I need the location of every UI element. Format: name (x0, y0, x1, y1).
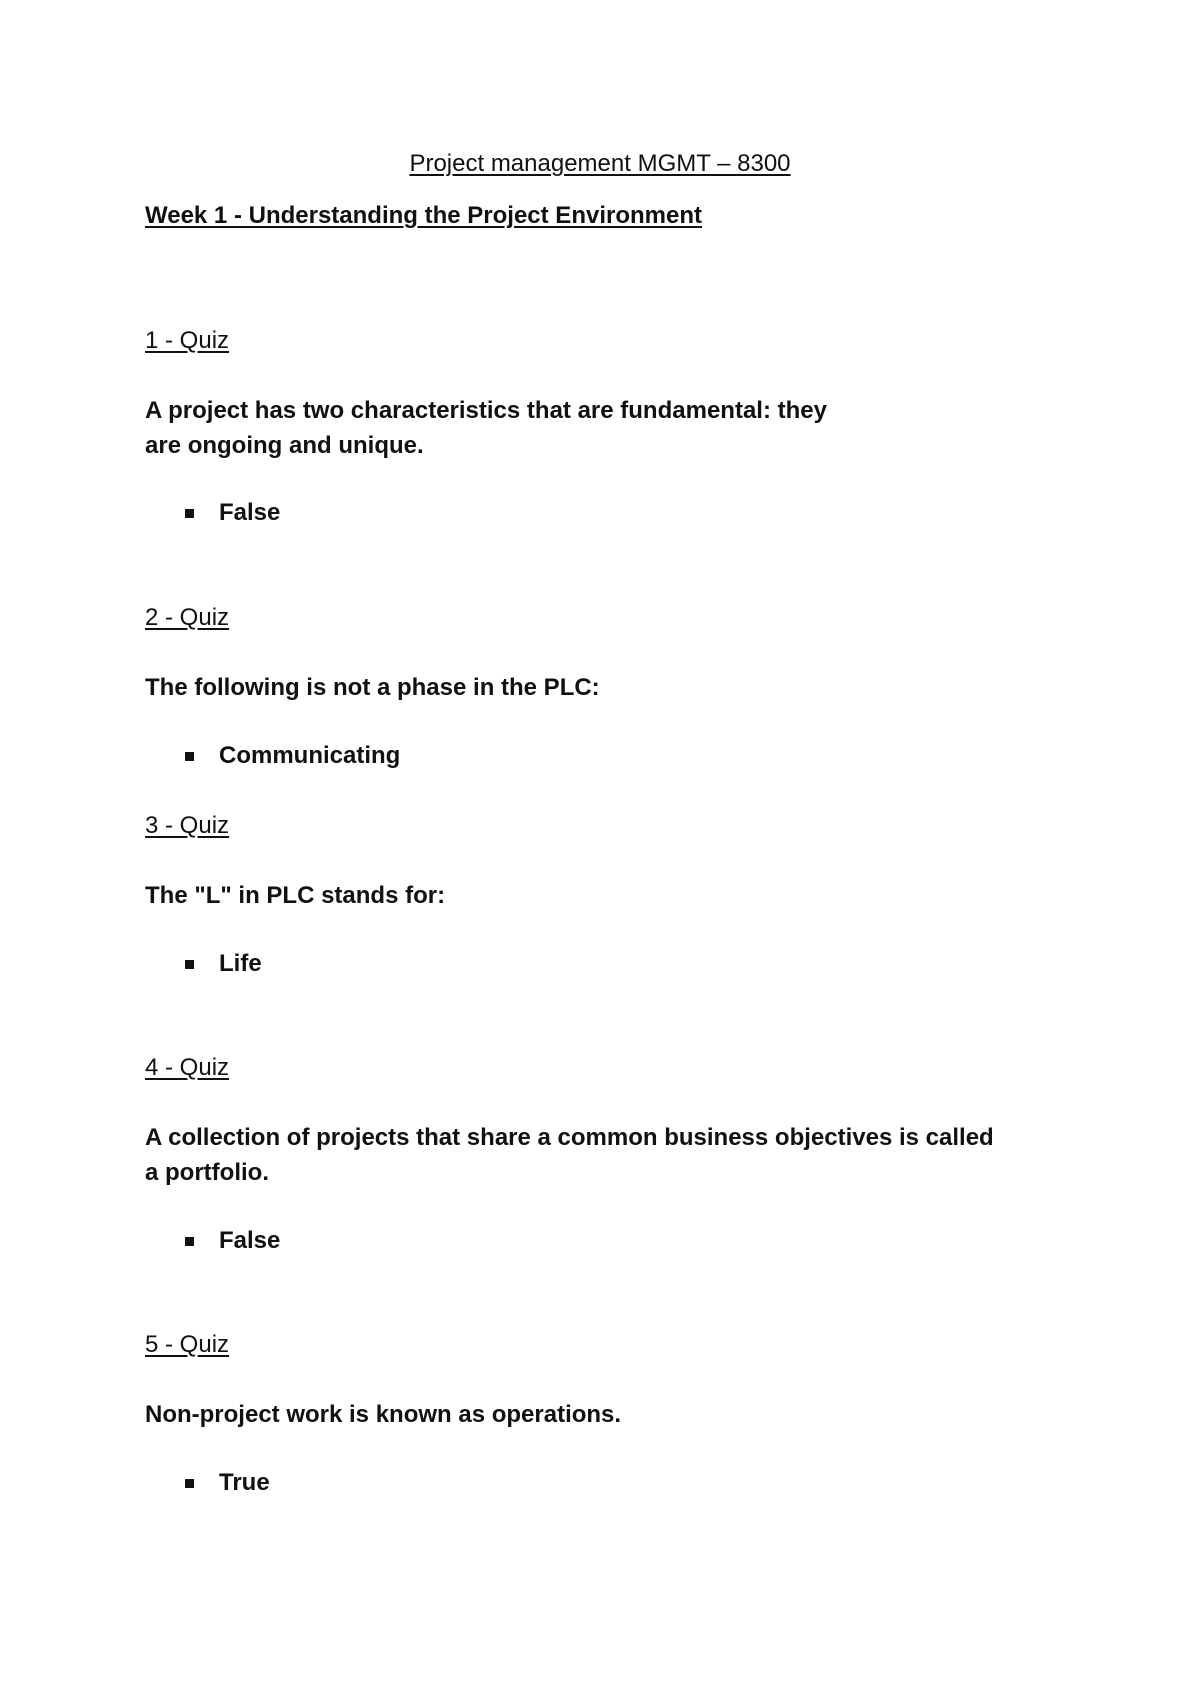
week-heading: Week 1 - Understanding the Project Environment (145, 202, 702, 229)
square-bullet-icon (185, 509, 194, 518)
answer-text: False (219, 1227, 281, 1254)
answer-text: True (219, 1469, 270, 1496)
question-line: The following is not a phase in the PLC: (145, 674, 600, 701)
question-line: A project has two characteristics that are fundamental: they (145, 397, 827, 424)
square-bullet-icon (185, 1237, 194, 1246)
question-line: Non-project work is known as operations. (145, 1401, 622, 1428)
quiz-answer (185, 1226, 280, 1256)
quiz-heading: 5 - Quiz (145, 1331, 230, 1358)
quiz-question (145, 878, 1025, 913)
question-line: a portfolio. (145, 1159, 269, 1186)
answer-text: Life (219, 950, 262, 977)
square-bullet-icon (185, 752, 194, 761)
quiz-answer (185, 741, 400, 771)
document-title: Project management MGMT – 8300 (409, 150, 791, 177)
quiz-heading: 4 - Quiz (145, 1054, 230, 1081)
quiz-question (145, 670, 1025, 705)
question-line: The "L" in PLC stands for: (145, 882, 446, 909)
answer-text: Communicating (219, 742, 401, 769)
quiz-answer (185, 949, 262, 979)
quiz-answer (185, 498, 280, 528)
quiz-heading: 3 - Quiz (145, 812, 230, 839)
quiz-question (145, 393, 1025, 463)
question-line: are ongoing and unique. (145, 432, 424, 459)
question-line: A collection of projects that share a common business objectives is called (145, 1124, 994, 1151)
square-bullet-icon (185, 1479, 194, 1488)
quiz-heading: 2 - Quiz (145, 604, 230, 631)
quiz-answer (185, 1468, 270, 1498)
quiz-heading: 1 - Quiz (145, 327, 230, 354)
answer-text: False (219, 499, 281, 526)
quiz-question (145, 1120, 1025, 1190)
quiz-question (145, 1397, 1025, 1432)
square-bullet-icon (185, 960, 194, 969)
